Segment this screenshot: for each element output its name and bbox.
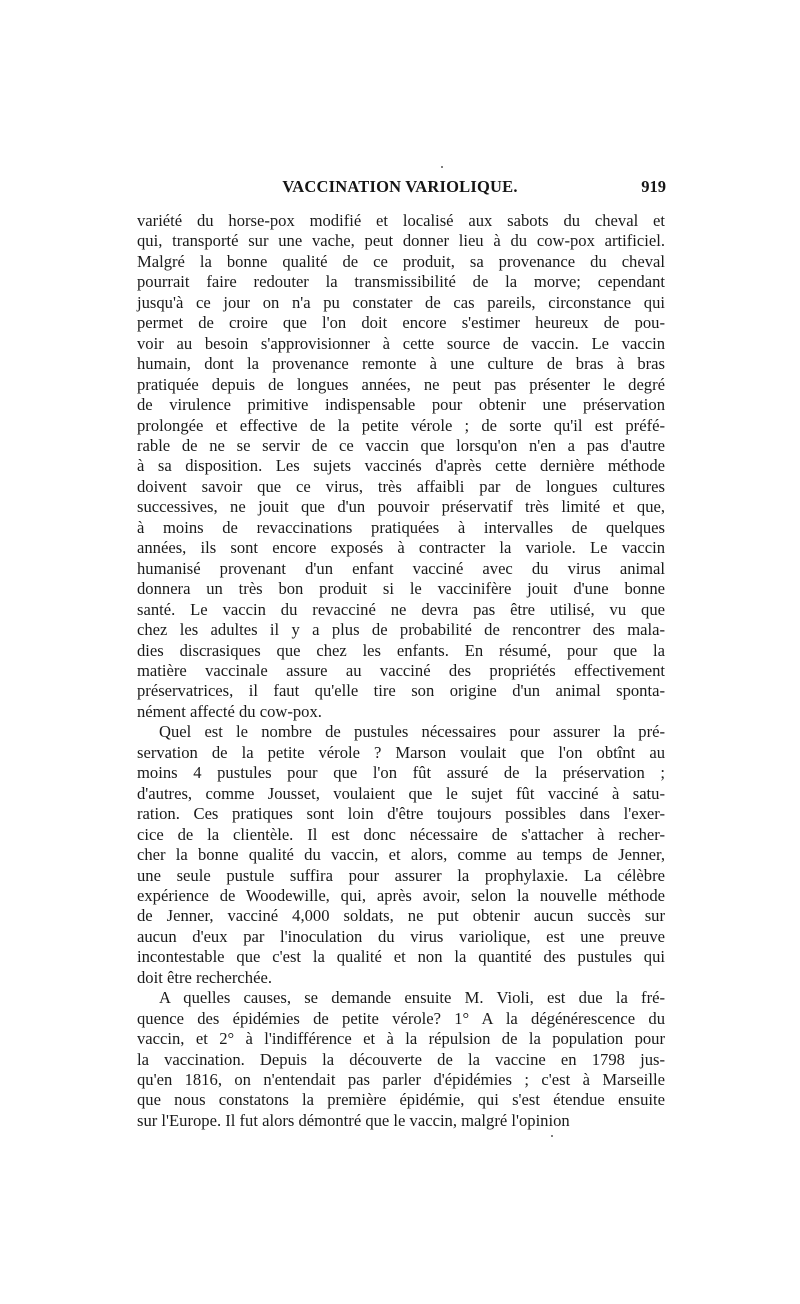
text-line: de Jenner, vacciné 4,000 soldats, ne put obtenir aucun succès sur xyxy=(137,906,665,926)
text-line: à moins de revaccinations pratiquées à intervalles de quelques xyxy=(137,517,665,537)
text-line: incontestable que c'est la qualité et non la quantité des pustules qui xyxy=(137,947,665,967)
text-line: ration. Ces pratiques sont loin d'être toujours possibles dans l'exer- xyxy=(137,804,665,824)
text-line: à sa disposition. Les sujets vaccinés d'après cette dernière méthode xyxy=(137,456,665,476)
text-line: cher la bonne qualité du vaccin, et alors, comme au temps de Jenner, xyxy=(137,845,665,865)
text-line: vaccin, et 2° à l'indifférence et à la répulsion de la population pour xyxy=(137,1029,665,1049)
paragraph xyxy=(137,211,665,722)
text-line: une seule pustule suffira pour assurer la prophylaxie. La célèbre xyxy=(137,865,665,885)
text-line: jusqu'à ce jour on n'a pu constater de cas pareils, circonstance qui xyxy=(137,292,665,312)
text-line: sur l'Europe. Il fut alors démontré que le vaccin, malgré l'opinion xyxy=(137,1110,570,1130)
text-line: matière vaccinale assure au vacciné des propriétés effectivement xyxy=(137,660,665,680)
text-line: nément affecté du cow-pox. xyxy=(137,701,322,721)
text-line: qui, transporté sur une vache, peut donner lieu à du cow-pox artificiel. xyxy=(137,231,665,251)
text-line: humain, dont la provenance remonte à une culture de bras à bras xyxy=(137,354,665,374)
text-line: A quelles causes, se demande ensuite M. Violi, est due la fré- xyxy=(159,988,665,1008)
text-line: donnera un très bon produit si le vaccinifère jouit d'une bonne xyxy=(137,579,665,599)
text-line: moins 4 pustules pour que l'on fût assuré de la préservation ; xyxy=(137,763,665,783)
text-line: d'autres, comme Jousset, voulaient que le sujet fût vacciné à satu- xyxy=(137,783,665,803)
page-header xyxy=(134,177,666,201)
text-line: cice de la clientèle. Il est donc nécessaire de s'attacher à recher- xyxy=(137,824,665,844)
text-line: années, ils sont encore exposés à contracter la variole. Le vaccin xyxy=(137,538,665,558)
text-line: rable de ne se servir de ce vaccin que lorsqu'on n'en a pas d'autre xyxy=(137,435,665,455)
text-line: quence des épidémies de petite vérole? 1° A la dégénérescence du xyxy=(137,1008,665,1028)
text-line: dies discrasiques que chez les enfants. En résumé, pour que la xyxy=(137,640,665,660)
text-line: que nous constatons la première épidémie, qui s'est étendue ensuite xyxy=(137,1090,665,1110)
text-line: de virulence primitive indispensable pour obtenir une préservation xyxy=(137,395,665,415)
print-speck xyxy=(551,1135,553,1137)
text-line: humanisé provenant d'un enfant vacciné avec du virus animal xyxy=(137,558,665,578)
text-line: Quel est le nombre de pustules nécessaires pour assurer la pré- xyxy=(159,722,665,742)
text-line: doit être recherchée. xyxy=(137,967,272,987)
running-title: VACCINATION VARIOLIQUE. xyxy=(282,177,518,196)
text-line: chez les adultes il y a plus de probabilité de rencontrer des mala- xyxy=(137,620,665,640)
text-line: pourrait faire redouter la transmissibilité de la morve; cependant xyxy=(137,272,665,292)
text-line: voir au besoin s'approvisionner à cette source de vaccin. Le vaccin xyxy=(137,333,665,353)
text-line: doivent savoir que ce virus, très affaibli par de longues cultures xyxy=(137,476,665,496)
text-line: qu'en 1816, on n'entendait pas parler d'épidémies ; c'est à Marseille xyxy=(137,1070,665,1090)
text-line: préservatrices, il faut qu'elle tire son origine d'un animal sponta- xyxy=(137,681,665,701)
text-line: expérience de Woodewille, qui, après avoir, selon la nouvelle méthode xyxy=(137,885,665,905)
text-line: prolongée et effective de la petite vérole ; de sorte qu'il est préfé- xyxy=(137,415,665,435)
text-line: servation de la petite vérole ? Marson voulait que l'on obtînt au xyxy=(137,742,665,762)
page-number: 919 xyxy=(641,177,666,196)
paragraph xyxy=(137,988,665,1131)
print-speck xyxy=(441,166,443,168)
text-line: pratiquée depuis de longues années, ne peut pas présenter le degré xyxy=(137,374,665,394)
text-line: permet de croire que l'on doit encore s'estimer heureux de pou- xyxy=(137,313,665,333)
paragraph xyxy=(137,722,665,988)
text-line: Malgré la bonne qualité de ce produit, sa provenance du cheval xyxy=(137,251,665,271)
text-line: variété du horse-pox modifié et localisé aux sabots du cheval et xyxy=(137,211,665,230)
text-line: successives, ne jouit que d'un pouvoir préservatif très limité et que, xyxy=(137,497,665,517)
text-line: aucun d'eux par l'inoculation du virus variolique, est une preuve xyxy=(137,926,665,946)
text-line: santé. Le vaccin du revacciné ne devra pas être utilisé, vu que xyxy=(137,599,665,619)
text-line: la vaccination. Depuis la découverte de la vaccine en 1798 jus- xyxy=(137,1049,665,1069)
body-text xyxy=(137,211,665,1131)
